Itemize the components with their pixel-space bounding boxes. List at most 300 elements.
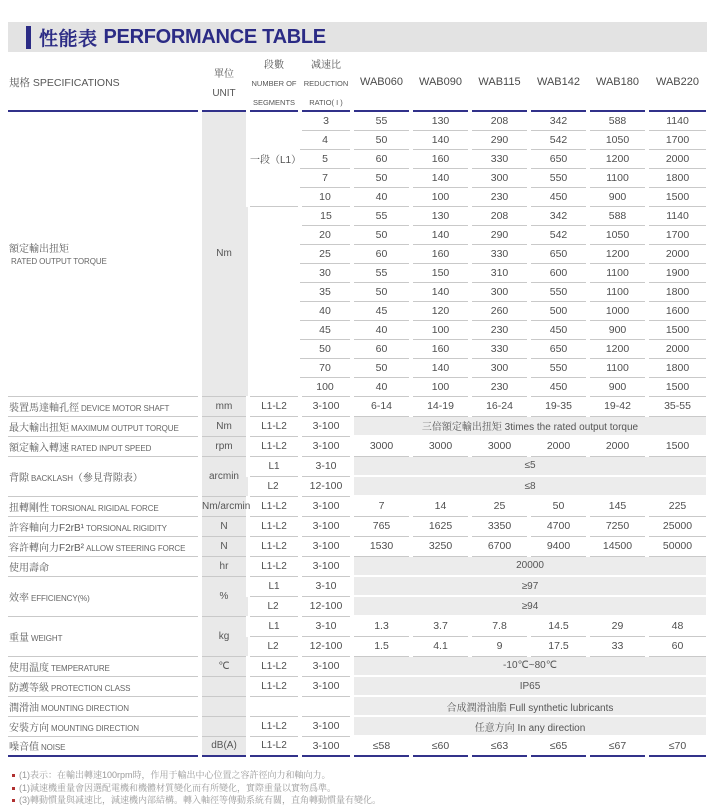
- value-cell: 342: [529, 111, 588, 130]
- unit-cell: rpm: [200, 436, 248, 456]
- unit-cell: [200, 676, 248, 696]
- segment-cell: L1-L2: [248, 736, 300, 756]
- ratio-cell: 20: [300, 225, 352, 244]
- spec-label-text: 潤滑油: [9, 702, 39, 714]
- ratio-cell: 5: [300, 149, 352, 168]
- col-header-model-wab090: WAB090: [411, 55, 470, 111]
- value-cell: 310: [470, 263, 529, 282]
- segment-cell: L1-L2: [248, 416, 300, 436]
- segment-cell: L1-L2: [248, 496, 300, 516]
- value-cell: 60: [647, 636, 706, 656]
- ratio-cell: 3-10: [300, 616, 352, 636]
- value-cell: 2000: [647, 339, 706, 358]
- value-cell: 600: [529, 263, 588, 282]
- ratio-cell: 3-10: [300, 576, 352, 596]
- value-cell: 1700: [647, 130, 706, 149]
- ratio-cell: 3-100: [300, 676, 352, 696]
- value-cell: 1100: [588, 358, 647, 377]
- value-cell: 3000: [411, 436, 470, 456]
- table-row: [8, 416, 706, 436]
- value-cell: 140: [411, 130, 470, 149]
- value-cell: 330: [470, 244, 529, 263]
- value-cell: 140: [411, 168, 470, 187]
- value-cell: 50: [352, 282, 411, 301]
- value-cell: 550: [529, 282, 588, 301]
- value-cell: ≤58: [352, 736, 411, 756]
- spec-label-text: 防護等級: [9, 682, 49, 694]
- value-cell: 145: [588, 496, 647, 516]
- table-row: [8, 516, 706, 536]
- value-cell: 50: [352, 225, 411, 244]
- value-cell: 16-24: [470, 396, 529, 416]
- value-cell: 300: [470, 282, 529, 301]
- ratio-cell: 3-100: [300, 536, 352, 556]
- col-header-model-wab142: WAB142: [529, 55, 588, 111]
- value-cell: 1050: [588, 130, 647, 149]
- value-cell: 1100: [588, 168, 647, 187]
- segment-cell: L1-L2: [248, 676, 300, 696]
- value-cell: 14.5: [529, 616, 588, 636]
- segment-cell: L1-L2: [248, 716, 300, 736]
- table-row: [8, 716, 706, 736]
- ratio-cell: 3-100: [300, 416, 352, 436]
- segment-cell: [248, 206, 300, 396]
- segment-cell: L1-L2: [248, 656, 300, 676]
- value-cell: 48: [647, 616, 706, 636]
- spec-label: [8, 616, 200, 656]
- spec-label-text: RATED OUTPUT TORQUE: [11, 257, 107, 267]
- value-cell: 1600: [647, 301, 706, 320]
- value-cell: 160: [411, 339, 470, 358]
- value-cell: 33: [588, 636, 647, 656]
- value-cell: 1500: [647, 187, 706, 206]
- span-value-cell: ≤5: [352, 456, 706, 476]
- spec-label-text: RATED INPUT SPEED: [71, 443, 152, 453]
- footnote-item: [10, 769, 705, 782]
- value-cell: 1900: [647, 263, 706, 282]
- value-cell: 14-19: [411, 396, 470, 416]
- col-header-model-wab115: WAB115: [470, 55, 529, 111]
- ratio-cell: 3-100: [300, 436, 352, 456]
- segment-cell: L1: [248, 576, 300, 596]
- value-cell: 1625: [411, 516, 470, 536]
- table-row: [8, 616, 706, 636]
- ratio-cell: 12-100: [300, 636, 352, 656]
- value-cell: 130: [411, 206, 470, 225]
- unit-cell: arcmin: [200, 456, 248, 496]
- value-cell: 1000: [588, 301, 647, 320]
- segment-cell: L1-L2: [248, 516, 300, 536]
- value-cell: 588: [588, 111, 647, 130]
- ratio-cell: 3-100: [300, 556, 352, 576]
- ratio-cell: 3-100: [300, 716, 352, 736]
- page-title-en: PERFORMANCE TABLE: [103, 25, 326, 48]
- value-cell: 342: [529, 206, 588, 225]
- value-cell: 50: [529, 496, 588, 516]
- spec-label-text: TORSIONAL RIGIDAL FORCE: [51, 503, 159, 513]
- value-cell: 19-35: [529, 396, 588, 416]
- spec-label-text: MOUNTING DIRECTION: [41, 703, 129, 713]
- spec-label-text: 使用温度: [9, 662, 49, 674]
- table-row: [8, 536, 706, 556]
- value-cell: 140: [411, 358, 470, 377]
- segment-cell: 一段（L1）: [248, 111, 300, 206]
- footnote-bullet-icon: [12, 787, 15, 790]
- value-cell: 29: [588, 616, 647, 636]
- unit-cell: mm: [200, 396, 248, 416]
- ratio-cell: 30: [300, 263, 352, 282]
- footnote-text: (3)轉動慣量與减速比，減速機内部結構。轉入軸徑等傳動系統有關，直角轉動慣量有變化。: [19, 795, 382, 806]
- value-cell: 9: [470, 636, 529, 656]
- value-cell: ≤70: [647, 736, 706, 756]
- footnote-item: [10, 782, 705, 795]
- spec-label: [8, 576, 200, 616]
- page-title-zh: 性能表: [39, 28, 98, 50]
- value-cell: 230: [470, 187, 529, 206]
- table-row: [8, 456, 706, 476]
- value-cell: 1530: [352, 536, 411, 556]
- table-row: [8, 496, 706, 516]
- value-cell: 500: [529, 301, 588, 320]
- value-cell: 2000: [529, 436, 588, 456]
- value-cell: 208: [470, 206, 529, 225]
- ratio-cell: 12-100: [300, 476, 352, 496]
- value-cell: 2000: [647, 149, 706, 168]
- section-title-band: [8, 22, 707, 52]
- value-cell: 300: [470, 358, 529, 377]
- ratio-cell: 45: [300, 320, 352, 339]
- value-cell: 2000: [647, 244, 706, 263]
- segment-cell: L1-L2: [248, 536, 300, 556]
- value-cell: 3.7: [411, 616, 470, 636]
- spec-label: [8, 456, 200, 496]
- value-cell: 765: [352, 516, 411, 536]
- value-cell: 4.1: [411, 636, 470, 656]
- value-cell: 900: [588, 377, 647, 396]
- segment-cell: L2: [248, 636, 300, 656]
- spec-label-text: 使用壽命: [9, 562, 49, 574]
- value-cell: 550: [529, 168, 588, 187]
- ratio-cell: 4: [300, 130, 352, 149]
- value-cell: 50000: [647, 536, 706, 556]
- value-cell: 100: [411, 377, 470, 396]
- spec-label-text: WEIGHT: [31, 633, 63, 643]
- ratio-cell: 25: [300, 244, 352, 263]
- value-cell: 1.3: [352, 616, 411, 636]
- table-row: [8, 396, 706, 416]
- spec-label: [8, 111, 200, 396]
- value-cell: 1100: [588, 263, 647, 282]
- value-cell: 130: [411, 111, 470, 130]
- value-cell: 1800: [647, 282, 706, 301]
- col-header-specifications: 規格 SPECIFICATIONS: [8, 55, 200, 111]
- unit-cell: hr: [200, 556, 248, 576]
- value-cell: 19-42: [588, 396, 647, 416]
- value-cell: 3000: [470, 436, 529, 456]
- ratio-cell: 70: [300, 358, 352, 377]
- spec-label-text: TEMPERATURE: [51, 663, 110, 673]
- spec-label: [8, 656, 200, 676]
- value-cell: 225: [647, 496, 706, 516]
- value-cell: 1140: [647, 206, 706, 225]
- ratio-cell: 3-100: [300, 656, 352, 676]
- spec-label: [8, 436, 200, 456]
- value-cell: 650: [529, 149, 588, 168]
- table-row: [8, 656, 706, 676]
- value-cell: ≤65: [529, 736, 588, 756]
- spec-label-text: TORSIONAL RIGIDITY: [86, 523, 167, 533]
- value-cell: 6-14: [352, 396, 411, 416]
- segment-cell: L1-L2: [248, 436, 300, 456]
- span-value-cell: 三倍額定輸出扭矩 3times the rated output torque: [352, 416, 706, 436]
- spec-label-text: 許容軸向力F2rB¹: [9, 522, 84, 534]
- spec-label-text: BACKLASH: [31, 473, 73, 483]
- value-cell: 60: [352, 339, 411, 358]
- value-cell: 550: [529, 358, 588, 377]
- value-cell: 60: [352, 244, 411, 263]
- value-cell: 1700: [647, 225, 706, 244]
- title-accent-bar-icon: [26, 26, 31, 49]
- value-cell: ≤60: [411, 736, 470, 756]
- value-cell: 25000: [647, 516, 706, 536]
- footnote-bullet-icon: [12, 774, 15, 777]
- value-cell: 14500: [588, 536, 647, 556]
- spec-label-text: 噪音值: [9, 742, 39, 754]
- spec-label-text: MAXIMUM OUTPUT TORQUE: [71, 423, 179, 433]
- value-cell: 1800: [647, 168, 706, 187]
- value-cell: 900: [588, 320, 647, 339]
- table-header-row: [8, 55, 706, 111]
- footnotes: [10, 769, 705, 807]
- value-cell: 150: [411, 263, 470, 282]
- spec-label: [8, 516, 200, 536]
- ratio-cell: 3-100: [300, 396, 352, 416]
- value-cell: 1200: [588, 339, 647, 358]
- value-cell: 450: [529, 377, 588, 396]
- value-cell: 1140: [647, 111, 706, 130]
- value-cell: 1100: [588, 282, 647, 301]
- value-cell: 3350: [470, 516, 529, 536]
- unit-cell: ℃: [200, 656, 248, 676]
- segment-cell: L2: [248, 596, 300, 616]
- value-cell: 1.5: [352, 636, 411, 656]
- value-cell: 450: [529, 187, 588, 206]
- segment-cell: L2: [248, 476, 300, 496]
- spec-label-text: MOUNTING DIRECTION: [51, 723, 139, 733]
- value-cell: 7250: [588, 516, 647, 536]
- value-cell: 3250: [411, 536, 470, 556]
- segment-cell: [248, 696, 300, 716]
- segment-cell: L1-L2: [248, 396, 300, 416]
- value-cell: 2000: [588, 436, 647, 456]
- value-cell: 3000: [352, 436, 411, 456]
- unit-cell: dB(A): [200, 736, 248, 756]
- value-cell: 40: [352, 187, 411, 206]
- col-header-unit: 單位 UNIT: [200, 55, 248, 111]
- value-cell: 900: [588, 187, 647, 206]
- unit-cell: N: [200, 516, 248, 536]
- unit-cell: Nm: [200, 111, 248, 396]
- ratio-cell: 3-100: [300, 516, 352, 536]
- value-cell: 40: [352, 377, 411, 396]
- value-cell: 50: [352, 358, 411, 377]
- ratio-cell: 100: [300, 377, 352, 396]
- value-cell: 4700: [529, 516, 588, 536]
- table-row: [8, 696, 706, 716]
- value-cell: ≤63: [470, 736, 529, 756]
- value-cell: 55: [352, 263, 411, 282]
- spec-label-text: 效率: [9, 592, 29, 604]
- ratio-cell: 35: [300, 282, 352, 301]
- spec-label: [8, 496, 200, 516]
- value-cell: 60: [352, 149, 411, 168]
- span-value-cell: ≤8: [352, 476, 706, 496]
- span-value-cell: IP65: [352, 676, 706, 696]
- unit-cell: Nm: [200, 416, 248, 436]
- value-cell: 650: [529, 244, 588, 263]
- value-cell: 50: [352, 168, 411, 187]
- value-cell: 35-55: [647, 396, 706, 416]
- unit-cell: %: [200, 576, 248, 616]
- spec-label: [8, 716, 200, 736]
- value-cell: 120: [411, 301, 470, 320]
- value-cell: 100: [411, 320, 470, 339]
- spec-label-text: EFFICIENCY(%): [31, 593, 90, 603]
- ratio-cell: 3: [300, 111, 352, 130]
- footnote-text: (1)減速機重量會因選配電機和機體材質變化而有所變化，實際重量以實物爲準。: [19, 782, 337, 793]
- spec-label-text: 額定輸入轉速: [9, 442, 69, 454]
- spec-label: [8, 696, 200, 716]
- value-cell: 230: [470, 377, 529, 396]
- ratio-cell: 12-100: [300, 596, 352, 616]
- ratio-cell: 3-100: [300, 496, 352, 516]
- spec-label-text: DEVICE MOTOR SHAFT: [81, 403, 170, 413]
- unit-cell: [200, 696, 248, 716]
- spec-label-text: 額定輸出扭矩: [9, 244, 69, 256]
- value-cell: 208: [470, 111, 529, 130]
- value-cell: 1500: [647, 436, 706, 456]
- table-row: [8, 111, 706, 130]
- segment-cell: L1: [248, 456, 300, 476]
- spec-label-text: 容許轉向力F2rB²: [9, 542, 84, 554]
- spec-label: [8, 536, 200, 556]
- footnote-text: (1)表示：在輸出轉速100rpm時，作用于輸出中心位置之容許徑向力和軸向力。: [19, 770, 331, 781]
- value-cell: 542: [529, 225, 588, 244]
- span-value-cell: ≥97: [352, 576, 706, 596]
- spec-label: [8, 416, 200, 436]
- ratio-cell: 3-100: [300, 736, 352, 756]
- col-header-model-wab060: WAB060: [352, 55, 411, 111]
- value-cell: 9400: [529, 536, 588, 556]
- col-header-model-wab220: WAB220: [647, 55, 706, 111]
- span-value-cell: ≥94: [352, 596, 706, 616]
- value-cell: 1200: [588, 244, 647, 263]
- spec-label-text: 扭轉剛性: [9, 502, 49, 514]
- value-cell: 1800: [647, 358, 706, 377]
- spec-label-text: PROTECTION CLASS: [51, 683, 131, 693]
- value-cell: 1500: [647, 320, 706, 339]
- unit-cell: [200, 716, 248, 736]
- ratio-cell: 50: [300, 339, 352, 358]
- segment-cell: L1-L2: [248, 556, 300, 576]
- value-cell: 100: [411, 187, 470, 206]
- spec-label-text: NOISE: [41, 743, 66, 753]
- performance-table: [8, 55, 706, 757]
- value-cell: 300: [470, 168, 529, 187]
- ratio-cell: 10: [300, 187, 352, 206]
- table-row: [8, 556, 706, 576]
- spec-label-text: ALLOW STEERING FORCE: [86, 543, 186, 553]
- spec-label-text: 最大輸出扭矩: [9, 422, 69, 434]
- value-cell: 330: [470, 339, 529, 358]
- value-cell: 1050: [588, 225, 647, 244]
- spec-label-text: 重量: [9, 632, 29, 644]
- segment-cell: L1: [248, 616, 300, 636]
- table-row: [8, 576, 706, 596]
- value-cell: 7: [352, 496, 411, 516]
- col-header-reduction-ratio: 减速比 REDUCTION RATIO( I ): [300, 55, 352, 111]
- ratio-cell: 40: [300, 301, 352, 320]
- footnote-item: [10, 794, 705, 807]
- spec-label: [8, 736, 200, 756]
- spec-label-text: 安裝方向: [9, 722, 49, 734]
- value-cell: ≤67: [588, 736, 647, 756]
- value-cell: 290: [470, 130, 529, 149]
- unit-cell: N: [200, 536, 248, 556]
- value-cell: 50: [352, 130, 411, 149]
- value-cell: 140: [411, 225, 470, 244]
- value-cell: 260: [470, 301, 529, 320]
- ratio-cell: [300, 696, 352, 716]
- table-row: [8, 676, 706, 696]
- unit-cell: kg: [200, 616, 248, 656]
- spec-label: [8, 396, 200, 416]
- ratio-cell: 15: [300, 206, 352, 225]
- value-cell: 55: [352, 206, 411, 225]
- value-cell: 14: [411, 496, 470, 516]
- span-value-cell: 任意方向 In any direction: [352, 716, 706, 736]
- ratio-cell: 3-10: [300, 456, 352, 476]
- span-value-cell: -10℃~80℃: [352, 656, 706, 676]
- value-cell: 17.5: [529, 636, 588, 656]
- col-header-model-wab180: WAB180: [588, 55, 647, 111]
- value-cell: 588: [588, 206, 647, 225]
- value-cell: 40: [352, 320, 411, 339]
- ratio-cell: 7: [300, 168, 352, 187]
- value-cell: 160: [411, 244, 470, 263]
- value-cell: 1200: [588, 149, 647, 168]
- value-cell: 45: [352, 301, 411, 320]
- value-cell: 330: [470, 149, 529, 168]
- value-cell: 650: [529, 339, 588, 358]
- value-cell: 542: [529, 130, 588, 149]
- value-cell: 1500: [647, 377, 706, 396]
- value-cell: 160: [411, 149, 470, 168]
- table-row: [8, 736, 706, 756]
- value-cell: 25: [470, 496, 529, 516]
- value-cell: 290: [470, 225, 529, 244]
- span-value-cell: 20000: [352, 556, 706, 576]
- span-value-cell: 合成潤滑油脂 Full synthetic lubricants: [352, 696, 706, 716]
- footnote-bullet-icon: [12, 799, 15, 802]
- spec-label: [8, 676, 200, 696]
- col-header-segments: 段數 NUMBER OF SEGMENTS: [248, 55, 300, 111]
- spec-label: [8, 556, 200, 576]
- spec-label-text: 背隙: [9, 472, 29, 484]
- value-cell: 450: [529, 320, 588, 339]
- unit-cell: Nm/arcmin: [200, 496, 248, 516]
- spec-label-text: （參見背隙表）: [72, 472, 143, 484]
